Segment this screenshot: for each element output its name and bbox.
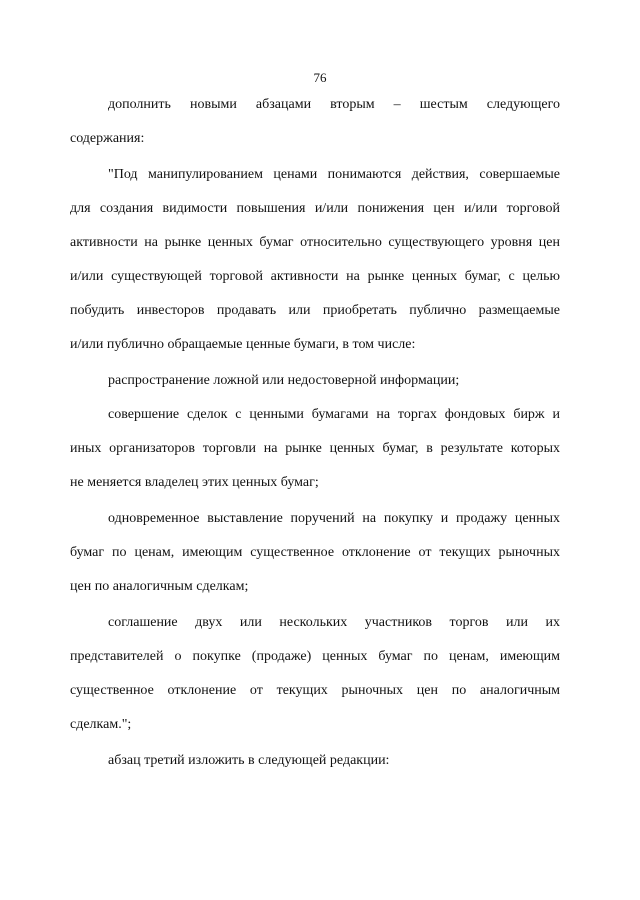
text-line: соглашение двух или нескольких участников торгов или их bbox=[108, 615, 560, 630]
text-line: бумаг по ценам, имеющим существенное отклонение от текущих рыночных bbox=[70, 545, 560, 560]
text-line: иных организаторов торговли на рынке ценных бумаг, в результате которых bbox=[70, 441, 560, 456]
page-number: 76 bbox=[313, 70, 327, 85]
text-line: распространение ложной или недостоверной информации; bbox=[108, 373, 460, 388]
text-line: представителей о покупке (продаже) ценных бумаг по ценам, имеющим bbox=[70, 649, 560, 664]
text-line: и/или публично обращаемые ценные бумаги, в том числе: bbox=[70, 337, 416, 352]
text-line: абзац третий изложить в следующей редакции: bbox=[108, 753, 390, 768]
text-line: одновременное выставление поручений на покупку и продажу ценных bbox=[108, 511, 560, 526]
text-line: и/или существующей торговой активности на рынке ценных бумаг, с целью bbox=[70, 269, 560, 284]
text-line: дополнить новыми абзацами вторым – шестым следующего bbox=[108, 97, 560, 112]
text-line: сделкам."; bbox=[70, 717, 132, 732]
text-line: для создания видимости повышения и/или понижения цен и/или торговой bbox=[70, 201, 560, 216]
text-line: "Под манипулированием ценами понимаются действия, совершаемые bbox=[108, 167, 560, 182]
text-line: цен по аналогичным сделкам; bbox=[70, 579, 249, 594]
text-line: побудить инвесторов продавать или приобретать публично размещаемые bbox=[70, 303, 560, 318]
text-line: не меняется владелец этих ценных бумаг; bbox=[70, 475, 319, 490]
text-line: совершение сделок с ценными бумагами на торгах фондовых бирж и bbox=[108, 407, 560, 422]
text-line: активности на рынке ценных бумаг относительно существующего уровня цен bbox=[70, 235, 560, 250]
text-line: содержания: bbox=[70, 131, 145, 146]
text-line: существенное отклонение от текущих рыночных цен по аналогичным bbox=[70, 683, 560, 698]
